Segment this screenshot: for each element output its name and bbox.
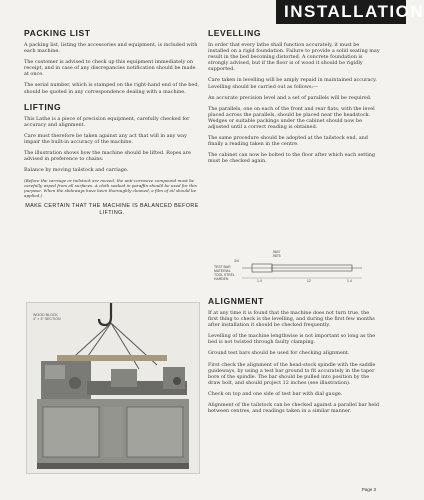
lifting-section bbox=[24, 102, 200, 218]
paragraph: Care must therefore be taken against any act that will in any way impair the built-in accuracy of the machine. bbox=[24, 132, 187, 145]
dim-top2-label: .9875 bbox=[272, 254, 281, 258]
alignment-section bbox=[208, 296, 380, 419]
left-column bbox=[24, 28, 200, 224]
paragraph: Ground test bars should be used for checking alignment. bbox=[208, 350, 350, 357]
lathe-lifting-illustration bbox=[26, 302, 200, 474]
lifting-heading: LIFTING bbox=[24, 101, 62, 112]
page-number: Page 3 bbox=[361, 487, 376, 492]
paragraph: A packing list, listing the accessories and equipment, is included with each machine. bbox=[24, 42, 198, 55]
test-bar-label: TEST BAR bbox=[214, 265, 231, 269]
lifting-note: (Before the carriage or tailstock are moved, the anti-corrosive compound must be carefully wiped from all surfaces. A cloth soaked in paraffin should be used for this purpose. When the slideways have been thoroughly cleaned, a film of oil should be applied.) bbox=[24, 178, 197, 199]
paragraph: Balance by moving tailstock and carriage. bbox=[24, 167, 129, 174]
lifting-warning: MAKE CERTAIN THAT THE MACHINE IS BALANCED BEFORE LIFTING. bbox=[25, 203, 199, 217]
dim-top-label: .9847 bbox=[272, 250, 281, 254]
material-label: MATERIAL bbox=[214, 269, 231, 273]
levelling-section bbox=[208, 28, 380, 165]
paragraph: The illustration shows how the machine should be lifted. Ropes are advised in preference to chains. bbox=[24, 150, 191, 163]
paragraph: First check the alignment of the head-stock spindle with the saddle guideways, by using a test bar ground to fit accurately in the taper bore of the spindle. The bar should be pulled into position by the draw bolt, and should project 12 inches (see illustration). bbox=[208, 361, 376, 386]
paragraph: Check on top and one side of test bar with dial gauge. bbox=[208, 390, 343, 397]
alignment-heading: ALIGNMENT bbox=[208, 296, 264, 306]
paragraph: The same procedure should be adopted at the tailstock end, and finally a reading taken in the centre. bbox=[208, 135, 368, 148]
dim-a-label: 1.4 bbox=[257, 279, 262, 283]
paragraph: This Lathe is a piece of precision equipment, carefully checked for accuracy and alignment. bbox=[24, 115, 190, 128]
paragraph: Alignment of the tailstock can be checked against a parallel bar held between centres, and readings taken in a similar manner. bbox=[208, 402, 380, 415]
paragraph: The serial number, which is stamped on the right-hand end of the bed, should be quoted in any correspondence dealing with a machine. bbox=[24, 82, 200, 95]
dim-left-label: 3/4 bbox=[234, 259, 239, 263]
packing-list-heading: PACKING LIST bbox=[24, 28, 91, 38]
dim-b-label: 12 bbox=[307, 279, 311, 283]
test-bar-drawing bbox=[212, 248, 372, 288]
paragraph: The parallels, one on each of the front and rear flats, with the level placed across the parallels, should be placed near the headstock. Wedges or suitable packings under the cabinet should now be adjusted until a correct reading is obtained. bbox=[208, 105, 375, 131]
dim-c-label: 1.4 bbox=[347, 279, 352, 283]
paragraph: In order that every lathe shall function accurately, it must be installed on a rigid foundation. Failure to provide a solid seating may result in the bed becoming distorted. A concrete foundation is strongly advised, but if the floor is of wood it should be rigidly supported. bbox=[208, 42, 380, 73]
wood-block-label: WOOD BLOCK 4" × 3" SECTION bbox=[33, 313, 61, 322]
paragraph: Care taken in levelling will be amply repaid in maintained accuracy. Levelling should be carried out as follows:— bbox=[208, 77, 377, 90]
paragraph: Levelling of the machine lengthwise is not important so long as the bed is not twisted through faulty clamping. bbox=[208, 333, 376, 346]
levelling-heading: LEVELLING bbox=[208, 28, 262, 38]
section-banner: INSTALLATION bbox=[276, 0, 406, 24]
lathe-image bbox=[27, 303, 199, 473]
right-column bbox=[208, 28, 380, 172]
packing-list-section bbox=[24, 28, 200, 95]
paragraph: The customer is advised to check up this equipment immediately on receipt, and in case of any discrepancies notification should be made at once. bbox=[24, 59, 196, 78]
tool-steel-label: TOOL STEEL bbox=[214, 273, 235, 277]
hardened-label: HARDEN bbox=[214, 277, 229, 281]
paragraph: The cabinet can now be bolted to the floor after which each setting must be checked again. bbox=[208, 152, 376, 165]
paragraph: An accurate precision level and a set of parallels will be required. bbox=[208, 94, 372, 101]
paragraph: If at any time it is found that the machine does not turn true, the first thing to check is the levelling, and during the first few months after installation it should be checked frequently. bbox=[208, 310, 375, 329]
